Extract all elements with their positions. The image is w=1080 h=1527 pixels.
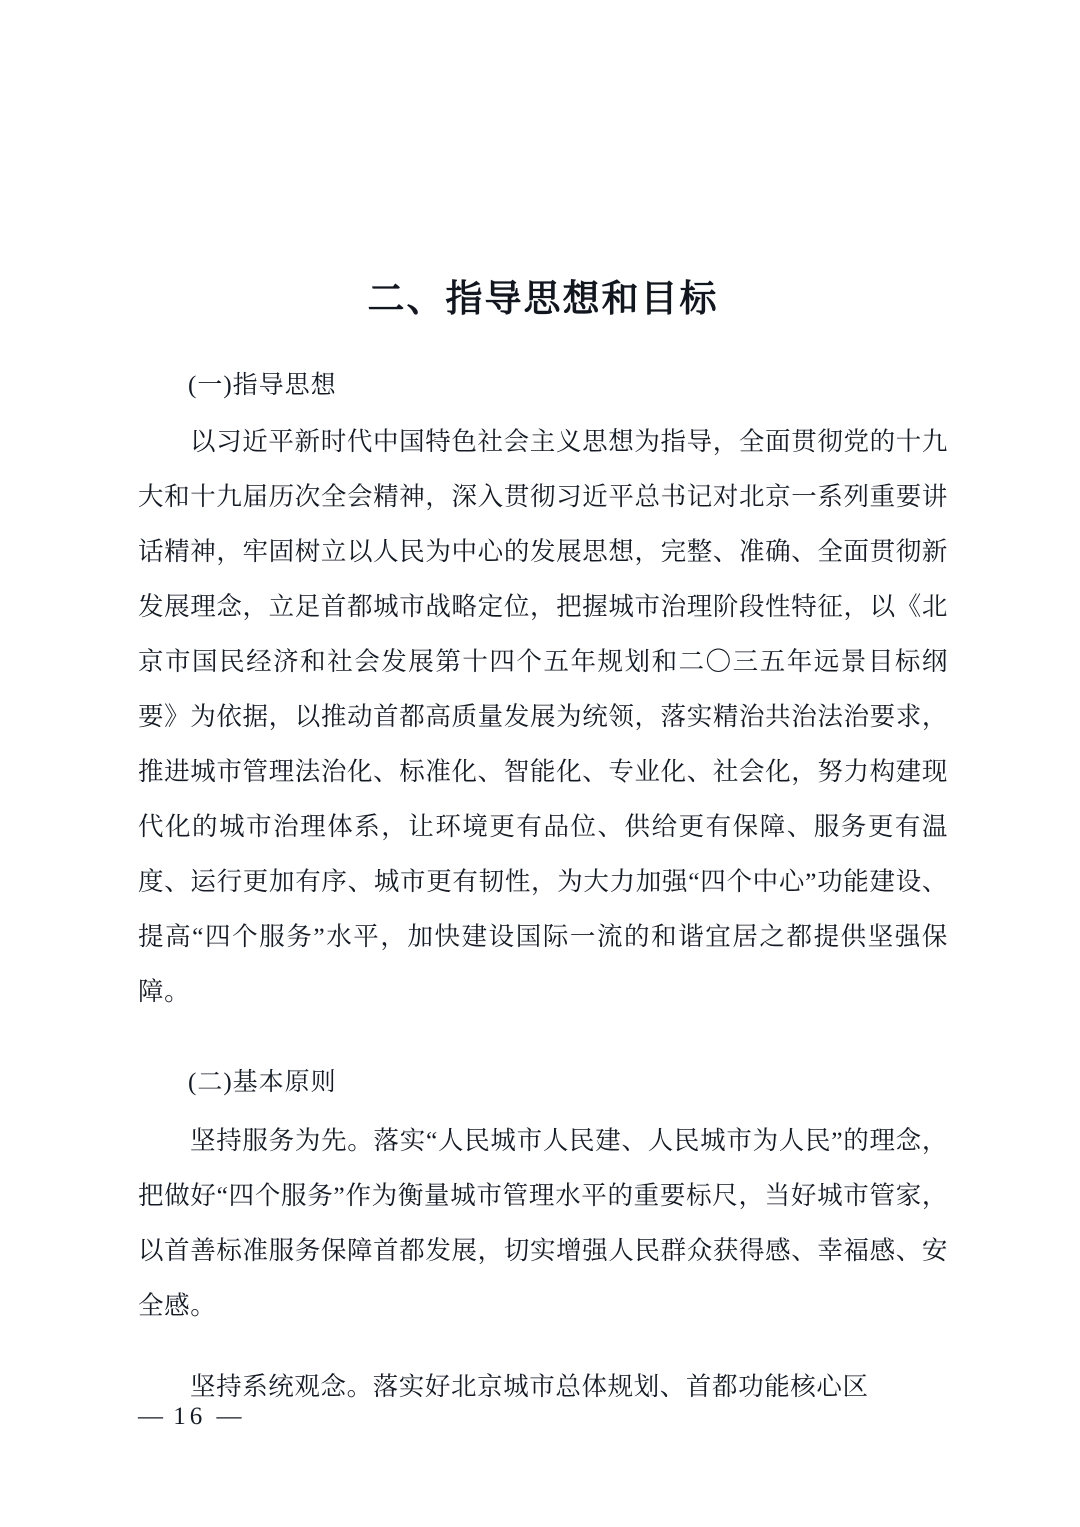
- paragraph-service-first: 坚持服务为先。落实“人民城市人民建、人民城市为人民”的理念，把做好“四个服务”作为衡量城市管理水平的重要标尺，当好城市管家，以首善标准服务保障首都发展，切实增强人民群众获得感、幸福感、安全感。: [138, 1126, 948, 1320]
- page-title: 二、指导思想和目标: [367, 279, 719, 320]
- footer-left-dash: —: [138, 1403, 163, 1430]
- footer-right-dash: —: [216, 1403, 242, 1430]
- paragraph-guiding-ideology: 以习近平新时代中国特色社会主义思想为指导，全面贯彻党的十九大和十九届历次全会精神，深入贯彻习近平总书记对北京一系列重要讲话精神，牢固树立以人民为中心的发展思想，完整、准确、全面贯彻新发展理念，立足首都城市战略定位，把握城市治理阶段性特征，以《北京市国民经济和社会发展第十四个五年规划和二〇三五年远景目标纲要》为依据，以推动首都高质量发展为统领，落实精治共治法治要求，推进城市管理法治化、标准化、智能化、专业化、社会化，努力构建现代化的城市治理体系，让环境更有品位、供给更有保障、服务更有温度、运行更加有序、城市更有韧性，为大力加强“四个中心”功能建设、提高“四个服务”水平，加快建设国际一流的和谐宜居之都提供坚强保障。: [138, 427, 948, 1006]
- section-heading-basic-principles: (二)基本原则: [188, 1069, 337, 1096]
- page-content: [138, 0, 948, 1439]
- section-heading-guiding-ideology: (一)指导思想: [188, 372, 337, 399]
- paragraph-systems-thinking: 坚持系统观念。落实好北京城市总体规划、首都功能核心区: [190, 1371, 869, 1401]
- page-footer: [138, 1403, 948, 1431]
- footer-page-number: 16: [173, 1403, 207, 1430]
